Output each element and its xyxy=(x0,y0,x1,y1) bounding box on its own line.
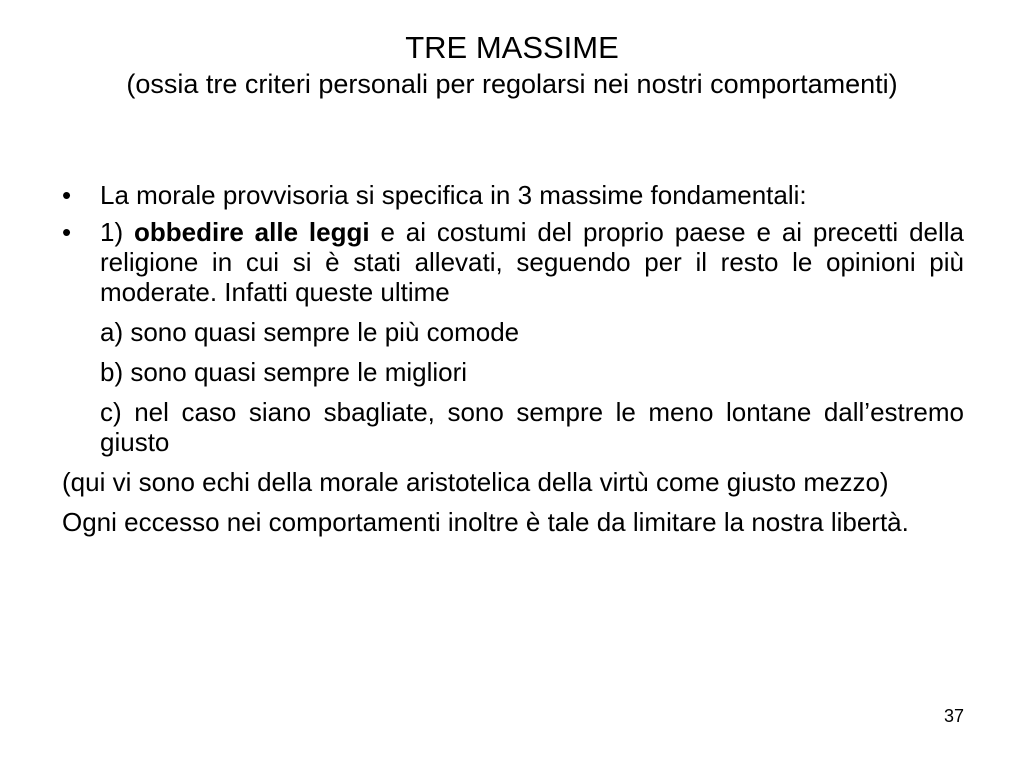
note-freedom: Ogni eccesso nei comportamenti inoltre è tale da limitare la nostra libertà. xyxy=(62,507,909,537)
sub-item-a: a) sono quasi sempre le più comode xyxy=(100,317,520,347)
note-aristotle: (qui vi sono echi della morale aristotelica della virtù come giusto mezzo) xyxy=(62,467,889,497)
bullet-2-rest: e ai costumi del proprio paese e ai precetti della religione in cui si è stati allevati, seguendo per il resto le opinioni più moderate. Infatti queste ultime xyxy=(100,217,965,307)
bullet-icon: • xyxy=(62,217,72,247)
page-number: 37 xyxy=(943,706,964,726)
bullet-icon: • xyxy=(62,180,72,210)
sub-item-c: c) nel caso siano sbagliate, sono sempre le meno lontane dall’estremo giusto xyxy=(100,397,964,457)
bullet-2-prefix: 1) xyxy=(100,217,134,247)
slide-subtitle: (ossia tre criteri personali per regolarsi nei nostri comportamenti) xyxy=(126,69,898,99)
bullet-2-bold-text: obbedire alle leggi xyxy=(134,217,370,247)
bullet-item-1 xyxy=(62,180,964,210)
sub-item-b: b) sono quasi sempre le migliori xyxy=(100,357,468,387)
bullet-1-text: La morale provvisoria si specifica in 3 massime fondamentali: xyxy=(100,180,807,210)
slide-title: TRE MASSIME xyxy=(405,30,619,65)
slide-body xyxy=(62,180,964,544)
title-block xyxy=(60,30,964,102)
bullet-item-2 xyxy=(62,217,964,307)
